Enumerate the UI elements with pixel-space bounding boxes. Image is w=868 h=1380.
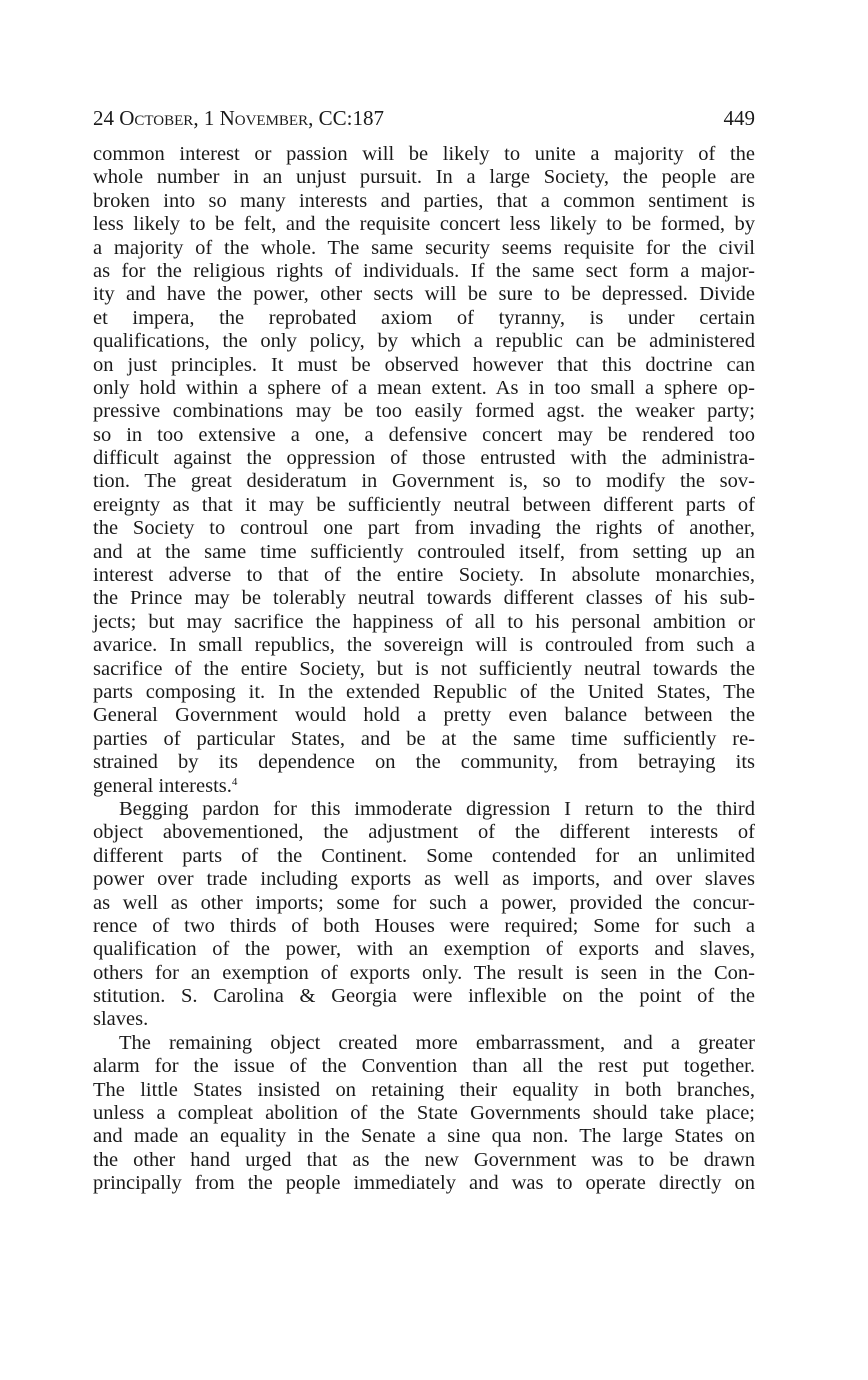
text-line: general interests.$^4$ [93,774,238,797]
text-line: interest adverse to that of the entire Society. In absolute monarchies, [93,564,755,587]
text-line: General Government would hold a pretty even balance between the [93,704,755,727]
text-line: on just principles. It must be observed however that this doctrine can [93,353,755,376]
body-text [93,143,755,1196]
text-line: ereignty as that it may be sufficiently neutral between different parts of [93,493,755,516]
page-number: 449 [723,106,755,130]
text-line: and at the same time sufficiently controuled itself, from setting up an [93,540,755,563]
text-line: alarm for the issue of the Convention than all the rest put together. [93,1055,755,1078]
text-line: the Prince may be tolerably neutral towards different classes of his sub- [93,587,755,610]
text-line: avarice. In small republics, the sovereign will is controuled from such a [93,634,755,657]
text-line: The remaining object created more embarrassment, and a greater [119,1031,755,1054]
text-line: so in too extensive a one, a defensive concert may be rendered too [93,423,755,446]
footnote-marker: 4 [231,775,238,788]
text-line: pressive combinations may be too easily formed agst. the weaker party; [93,400,755,423]
text-line: strained by its dependence on the community, from betraying its [93,751,755,774]
text-line: only hold within a sphere of a mean extent. As in too small a sphere op- [93,376,755,399]
text-line: power over trade including exports as well as imports, and over slaves [93,868,755,891]
text-line: as well as other imports; some for such a power, provided the concur- [93,891,755,914]
text-line: parts composing it. In the extended Republic of the United States, The [93,680,755,703]
text-line: a majority of the whole. The same security seems requisite for the civil [93,236,755,259]
text-line: rence of two thirds of both Houses were required; Some for such a [93,914,755,937]
text-line: different parts of the Continent. Some contended for an unlimited [93,844,755,867]
text-line: difficult against the oppression of those entrusted with the administra- [93,447,755,470]
text-line: whole number in an unjust pursuit. In a large Society, the people are [93,166,755,189]
text-line: unless a compleat abolition of the State Governments should take place; [93,1102,755,1125]
text-line: slaves. [93,1008,149,1031]
text-line: object abovementioned, the adjustment of the different interests of [93,821,755,844]
text-line: as for the religious rights of individuals. If the same sect form a major- [93,259,755,282]
text-line: others for an exemption of exports only. The result is seen in the Con- [93,961,755,984]
text-line: The little States insisted on retaining their equality in both branches, [93,1078,755,1101]
text-line: the other hand urged that as the new Government was to be drawn [93,1148,755,1171]
text-line: et impera, the reprobated axiom of tyranny, is under certain [93,306,755,329]
text-line: common interest or passion will be likely to unite a majority of the [93,143,755,165]
text-line: and made an equality in the Senate a sine qua non. The large States on [93,1125,755,1148]
running-header [93,103,755,133]
text-line: broken into so many interests and parties, that a common sentiment is [93,189,755,212]
text-line: principally from the people immediately and was to operate directly on [93,1172,755,1195]
text-line: ity and have the power, other sects will be sure to be depressed. Divide [93,283,755,306]
text-line: Begging pardon for this immoderate digression I return to the third [119,797,755,820]
text-line: qualification of the power, with an exemption of exports and slaves, [93,938,755,961]
text-line: less likely to be felt, and the requisite concert less likely to be formed, by [93,213,755,236]
text-line: parties of particular States, and be at the same time sufficiently re- [93,727,755,750]
text-line: jects; but may sacrifice the happiness of all to his personal ambition or [93,610,755,633]
text-line: the Society to controul one part from invading the rights of another, [93,517,755,540]
text-line: tion. The great desideratum in Government is, so to modify the sov- [93,470,755,493]
text-line: qualifications, the only policy, by which a republic can be administered [93,330,755,353]
text-line: sacrifice of the entire Society, but is not sufficiently neutral towards the [93,657,755,680]
text-line: stitution. S. Carolina & Georgia were inflexible on the point of the [93,985,755,1008]
header-date-citation: 24 October, 1 November, CC:187 [93,106,384,130]
